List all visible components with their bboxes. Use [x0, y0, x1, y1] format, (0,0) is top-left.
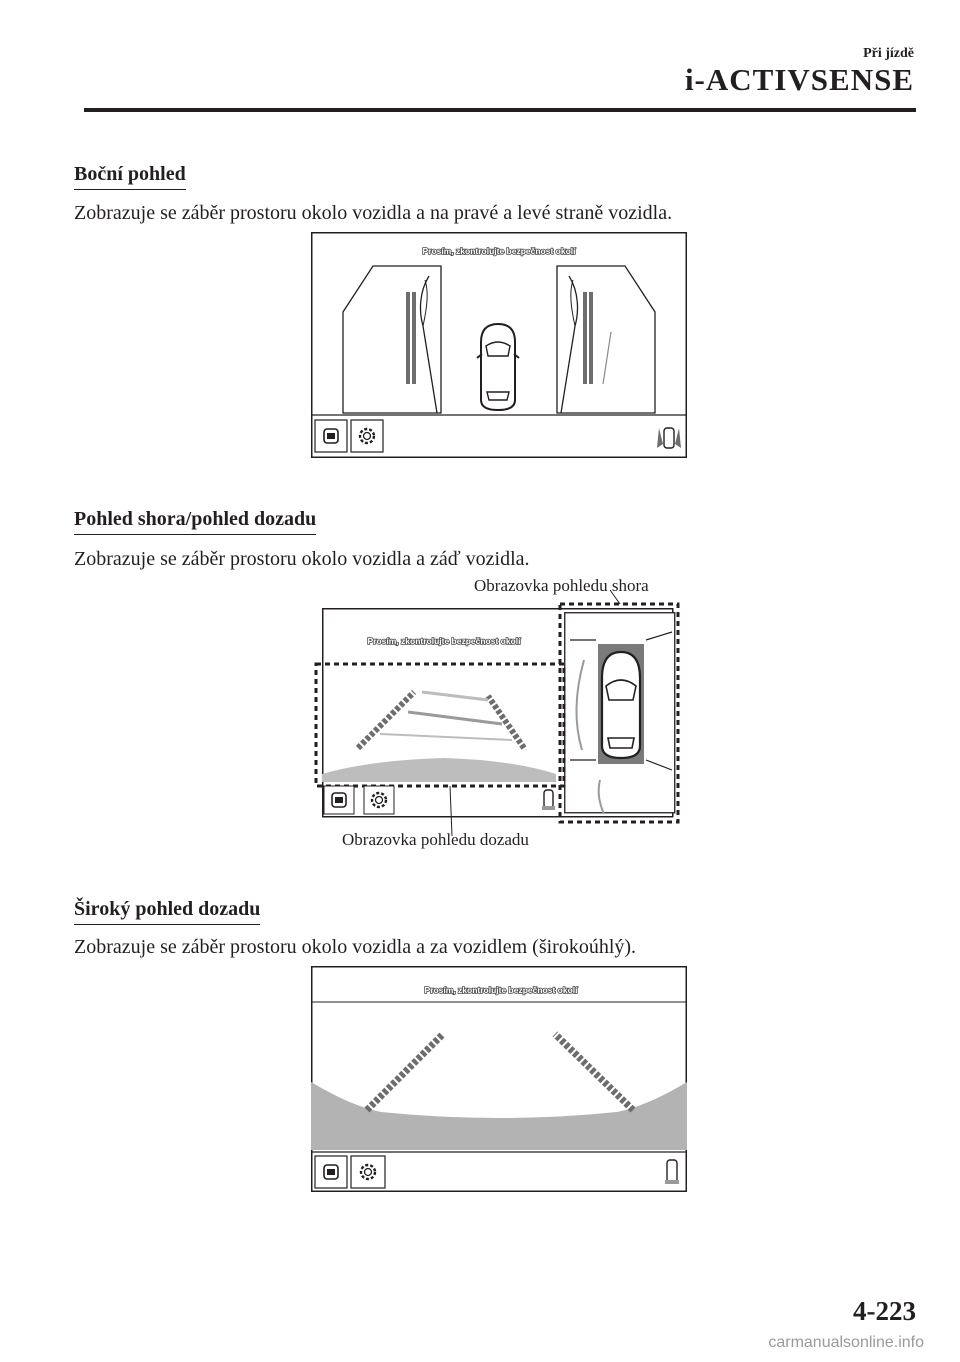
- callout-rear-view: Obrazovka pohledu dozadu: [342, 830, 529, 849]
- section-text-side-view: Zobrazuje se záběr prostoru okolo vozidla a na pravé a levé straně vozidla.: [74, 202, 673, 224]
- figure-wide-rear-view-screen: [311, 966, 687, 1192]
- car-top-icon-large: [602, 652, 640, 758]
- car-top-icon: [477, 324, 519, 410]
- car-top-icon: [542, 790, 555, 810]
- watermark: carmanualsonline.info: [768, 1334, 924, 1351]
- section-heading-wide-rear-view: Široký pohled dozadu: [74, 898, 260, 925]
- settings-gear-icon: [372, 793, 386, 807]
- car-top-icon: [665, 1160, 679, 1184]
- settings-gear-icon: [360, 429, 374, 443]
- settings-gear-icon: [361, 1165, 375, 1179]
- page-number: 4-223: [853, 1296, 916, 1326]
- header-section: Při jízdě: [863, 46, 914, 61]
- header-rule: [84, 108, 916, 112]
- callout-top-view: Obrazovka pohledu shora: [474, 576, 649, 595]
- view-switch-icon: [324, 429, 338, 443]
- section-heading-side-view: Boční pohled: [74, 163, 186, 190]
- warning-text: Prosím, zkontrolujte bezpečnost okolí: [422, 246, 576, 256]
- section-text-wide-rear-view: Zobrazuje se záběr prostoru okolo vozidla a za vozidlem (širokoúhlý).: [74, 936, 637, 958]
- view-switch-icon: [324, 1165, 338, 1179]
- figure-top-rear-view-screen: [312, 600, 684, 826]
- section-text-top-rear-view: Zobrazuje se záběr prostoru okolo vozidla a záď vozidla.: [74, 548, 530, 570]
- header-chapter: i-ACTIVSENSE: [684, 62, 914, 97]
- view-switch-icon: [332, 793, 346, 807]
- section-heading-top-rear-view: Pohled shora/pohled dozadu: [74, 508, 316, 535]
- figure-side-view-screen: [311, 232, 687, 458]
- warning-text-3: Prosím, zkontrolujte bezpečnost okolí: [424, 985, 578, 995]
- warning-text-2: Prosím, zkontrolujte bezpečnost okolí: [367, 636, 521, 646]
